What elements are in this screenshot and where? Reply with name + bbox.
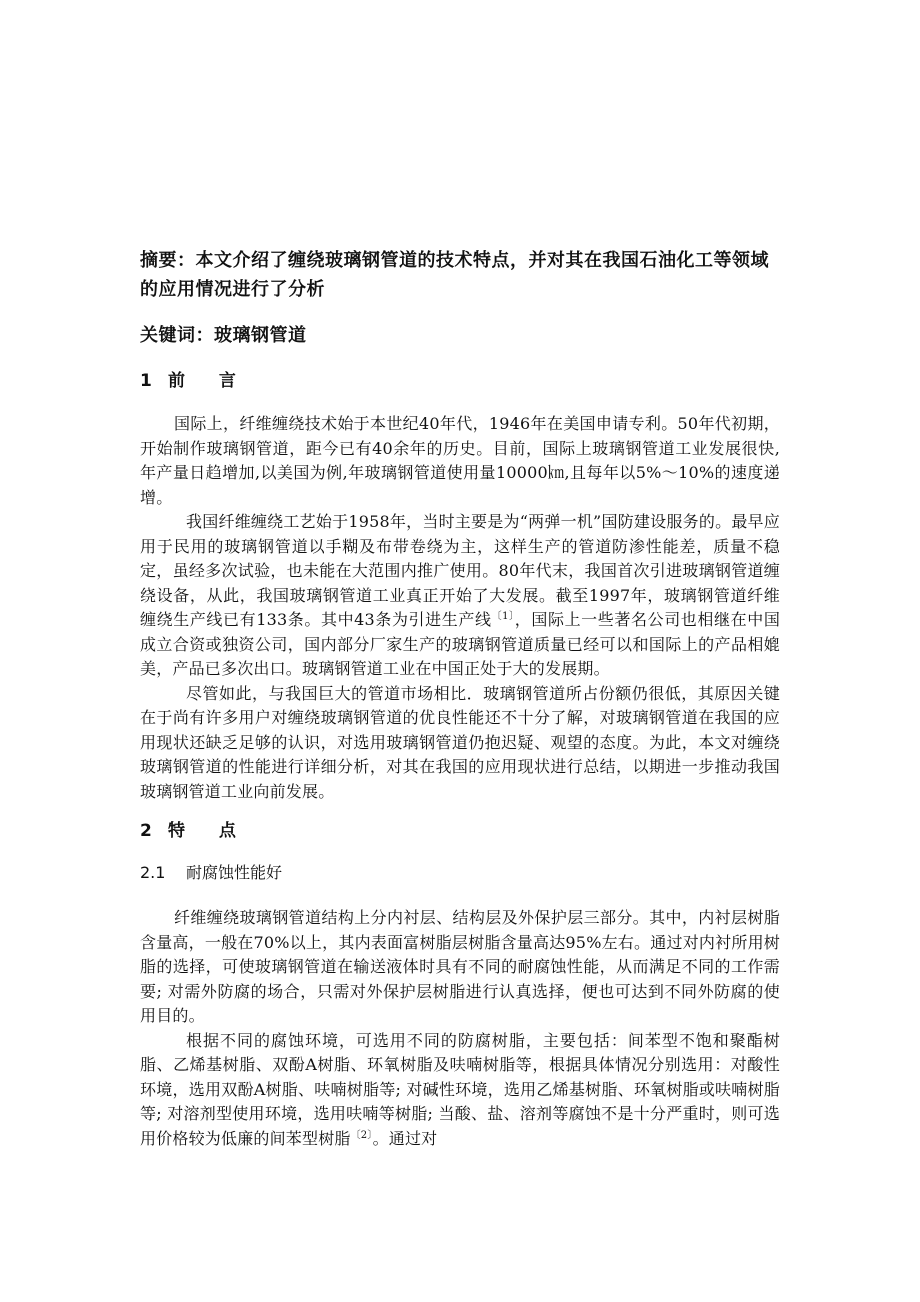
paragraph: 根据不同的腐蚀环境，可选用不同的防腐树脂，主要包括：间苯型不饱和聚酯树脂、乙烯基树脂、双酚A树脂、环氧树脂及呋喃树脂等，根据具体情况分别选用：对酸性环境，选用双酚A树脂、呋喃树脂等; 对碱性环境，选用乙烯基树脂、环氧树脂或呋喃树脂等; 对溶剂型使用环境，选用呋喃等树脂; 当酸、盐、溶剂等腐蚀不是十分严重时，则可选用价格较为低廉的间苯型树脂$^{〔2〕}$。通过对 (140, 1030, 780, 1148)
subsection-number: 2.1 (140, 863, 166, 882)
section-number: 1 (140, 371, 152, 391)
section-1-heading (140, 367, 780, 396)
citation-ref: 〔1〕 (491, 611, 515, 622)
paragraph: 尽管如此，与我国巨大的管道市场相比．玻璃钢管道所占份额仍很低，其原因关键在于尚有许多用户对缠绕玻璃钢管道的优良性能还不十分了解，对玻璃钢管道在我国的应用现状还缺乏足够的认识，对选用玻璃钢管道仍抱迟疑、观望的态度。为此，本文对缠绕玻璃钢管道的性能进行详细分析，对其在我国的应用现状进行总结，以期进一步推动我国玻璃钢管道工业向前发展。 (140, 683, 780, 801)
subsection-title: 耐腐蚀性能好 (186, 863, 283, 882)
section-title: 前 言 (168, 371, 250, 391)
paragraph: 我国纤维缠绕工艺始于1958年，当时主要是为“两弹一机”国防建设服务的。最早应用于民用的玻璃钢管道以手糊及布带卷绕为主，这样生产的管道防渗性能差，质量不稳定，虽经多次试验，也未能在大范围内推广使用。80年代末，我国首次引进玻璃钢管道缠绕设备，从此，我国玻璃钢管道工业真正开始了大发展。截至1997年，玻璃钢管道纤维缠绕生产线已有133条。其中43条为引进生产线$^{〔1〕}$，国际上一些著名公司也相继在中国成立合资或独资公司，国内部分厂家生产的玻璃钢管道质量已经可以和国际上的产品相媲美，产品已多次出口。玻璃钢管道工业在中国正处于大的发展期。 (140, 512, 781, 678)
document-body (140, 246, 780, 1151)
abstract: 摘要：本文介绍了缠绕玻璃钢管道的技术特点，并对其在我国石油化工等领域的应用情况进行了分析 (140, 250, 769, 300)
section-number: 2 (140, 821, 152, 841)
paragraph: 纤维缠绕玻璃钢管道结构上分内衬层、结构层及外保护层三部分。其中，内衬层树脂含量高，一般在70%以上，其内表面富树脂层树脂含量高达95%左右。通过对内衬所用树脂的选择，可使玻璃钢管道在输送液体时具有不同的耐腐蚀性能，从而满足不同的工作需要; 对需外防腐的场合，只需对外保护层树脂进行认真选择，便也可达到不同外防腐的使用目的。 (140, 908, 780, 1025)
section-title: 特 点 (168, 821, 250, 841)
paragraph: 国际上，纤维缠绕技术始于本世纪40年代，1946年在美国申请专利。50年代初期，开始制作玻璃钢管道，距今已有40余年的历史。目前，国际上玻璃钢管道工业发展很快,年产量日趋增加,以美国为例,年玻璃钢管道使用量10000㎞,且每年以5%～10%的速度递增。 (140, 414, 780, 507)
section-2-heading (140, 817, 780, 846)
keywords: 关键词：玻璃钢管道 (140, 325, 307, 346)
subsection-2-1-heading (140, 858, 780, 887)
citation-ref: 〔2〕 (350, 1129, 373, 1141)
